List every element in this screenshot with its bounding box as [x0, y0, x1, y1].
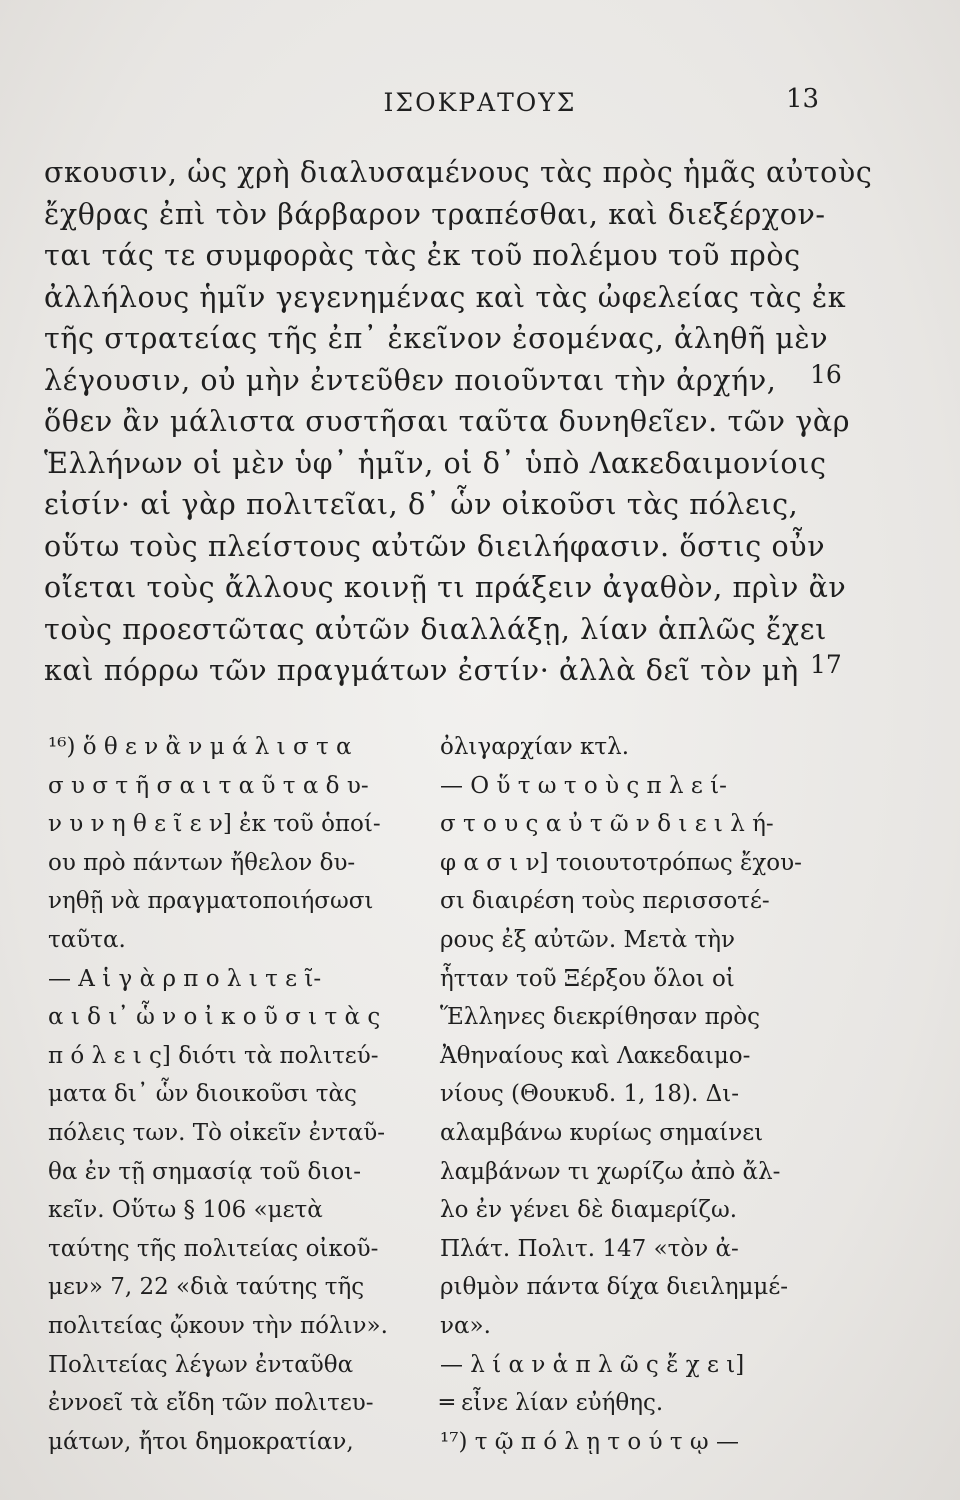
main-line: τοὺς προεστῶτας αὐτῶν διαλλάξῃ, λίαν ἁπλῶς ἔχει — [44, 612, 827, 646]
note-line: λαμβάνων τι χωρίζω ἀπὸ ἄλ- — [440, 1158, 781, 1185]
note-line: Πολιτείας λέγων ἐνταῦθα — [48, 1351, 354, 1378]
note-line: ταῦτα. — [48, 926, 126, 953]
note-line: ματα δι᾽ ὧν διοικοῦσι τὰς — [48, 1081, 357, 1108]
note-line: λο ἐν γένει δὲ διαμερίζω. — [440, 1197, 738, 1224]
note-line: να». — [440, 1312, 491, 1339]
note-line: νηθῇ νὰ πραγματοποιήσωσι — [48, 888, 374, 915]
main-line: ἀλλήλους ἡμῖν γεγενημένας καὶ τὰς ὠφελείας τὰς ἐκ — [44, 280, 847, 314]
note-line: ρους ἐξ αὐτῶν. Μετὰ τὴν — [440, 926, 735, 953]
note-line: μεν» 7, 22 «διὰ ταύτης τῆς — [48, 1274, 365, 1301]
margin-section-number: 17 — [810, 650, 842, 679]
main-line: οἴεται τοὺς ἄλλους κοινῇ τι πράξειν ἀγαθὸν, πρὶν ἂν — [44, 571, 847, 604]
note-line: α ι δ ι᾽ ὧ ν ο ἰ κ ο ῦ σ ι τ ὰ ς — [48, 1004, 381, 1031]
note-line: σι διαιρέση τοὺς περισσοτέ- — [440, 888, 770, 915]
note-line: Ἀθηναίους καὶ Λακεδαιμο- — [440, 1042, 751, 1069]
note-line: ¹⁶) ὅ θ ε ν ἂ ν μ ά λ ι σ τ α — [48, 734, 352, 760]
page-number: 13 — [786, 84, 820, 114]
running-head: ΙΣΟΚΡΑΤΟΥΣ — [383, 88, 577, 117]
note-line: νίους (Θουκυδ. 1, 18). Δι- — [440, 1081, 740, 1108]
note-line: πόλεις των. Τὸ οἰκεῖν ἐνταῦ- — [48, 1119, 386, 1146]
main-line: ται τάς τε συμφορὰς τὰς ἐκ τοῦ πολέμου τοῦ πρὸς — [44, 239, 801, 272]
note-line: κεῖν. Οὕτω § 106 «μετὰ — [48, 1197, 323, 1224]
note-line: ριθμὸν πάντα δίχα διειλημμέ- — [440, 1274, 789, 1301]
note-line: ἐννοεῖ τὰ εἴδη τῶν πολιτευ- — [48, 1390, 374, 1417]
main-text — [44, 152, 873, 692]
main-line: τῆς στρατείας τῆς ἐπ᾽ ἐκεῖνον ἐσομένας, ἀληθῆ μὲν — [44, 322, 829, 355]
note-line: σ τ ο υ ς α ὐ τ ῶ ν δ ι ε ι λ ή- — [440, 811, 774, 838]
main-line: Ἑλλήνων οἱ μὲν ὑφ᾽ ἡμῖν, οἱ δ᾽ ὑπὸ Λακεδαιμονίοις — [44, 446, 827, 480]
note-line: θα ἐν τῇ σημασίᾳ τοῦ διοι- — [48, 1158, 362, 1185]
note-line: μάτων, ἤτοι δημοκρατίαν, — [48, 1428, 354, 1455]
note-line: ¹⁷) τ ῷ π ό λ ῃ τ ο ύ τ ῳ — — [440, 1428, 739, 1455]
main-line: ὅθεν ἂν μάλιστα συστῆσαι ταῦτα δυνηθεῖεν. τῶν γὰρ — [44, 405, 851, 438]
note-line: αλαμβάνω κυρίως σημαίνει — [440, 1119, 764, 1146]
notes-left-column — [48, 728, 420, 1461]
note-line: ὀλιγαρχίαν κτλ. — [440, 734, 630, 760]
main-line: εἰσίν· αἱ γὰρ πολιτεῖαι, δ᾽ ὧν οἰκοῦσι τὰς πόλεις, — [44, 488, 799, 521]
main-line: σκουσιν, ὡς χρὴ διαλυσαμένους τὰς πρὸς ἡμᾶς αὐτοὺς — [44, 156, 873, 189]
note-line: ου πρὸ πάντων ἤθελον δυ- — [48, 849, 356, 876]
note-line: π ό λ ε ι ς] διότι τὰ πολιτεύ- — [48, 1042, 379, 1069]
notes-right-column — [440, 728, 840, 1461]
note-line: ταύτης τῆς πολιτείας οἰκοῦ- — [48, 1235, 379, 1262]
main-line: λέγουσιν, οὐ μὴν ἐντεῦθεν ποιοῦνται τὴν ἀρχήν, — [44, 363, 777, 397]
note-line: — Ο ὕ τ ω τ ο ὺ ς π λ ε ί- — [440, 772, 727, 799]
note-line: σ υ σ τ ῆ σ α ι τ α ῦ τ α δ υ- — [48, 772, 369, 799]
main-line: οὕτω τοὺς πλείστους αὐτῶν διειλήφασιν. ὅστις οὖν — [44, 529, 826, 563]
note-line: — λ ί α ν ἁ π λ ῶ ς ἔ χ ε ι] — [440, 1351, 745, 1378]
main-line: καὶ πόρρω τῶν πραγμάτων ἐστίν· ἀλλὰ δεῖ τὸν μὴ — [44, 654, 799, 687]
note-line: φ α σ ι ν] τοιουτοτρόπως ἔχου- — [440, 849, 802, 876]
main-line: ἔχθρας ἐπὶ τὸν βάρβαρον τραπέσθαι, καὶ διεξέρχον- — [44, 197, 826, 231]
note-line: Πλάτ. Πολιτ. 147 «τὸν ἀ- — [440, 1235, 739, 1262]
note-line: ἧτταν τοῦ Ξέρξου ὅλοι οἱ — [440, 965, 735, 992]
note-line: — Α ἱ γ ὰ ρ π ο λ ι τ ε ῖ- — [48, 965, 322, 992]
note-line: Ἕλληνες διεκρίθησαν πρὸς — [440, 1004, 761, 1031]
note-line: ν υ ν η θ ε ῖ ε ν] ἐκ τοῦ ὁποί- — [48, 811, 381, 838]
note-line: πολιτείας ᾤκουν τὴν πόλιν». — [48, 1312, 388, 1339]
note-line: ═ εἶνε λίαν εὐήθης. — [440, 1390, 664, 1417]
margin-section-number: 16 — [810, 360, 842, 389]
